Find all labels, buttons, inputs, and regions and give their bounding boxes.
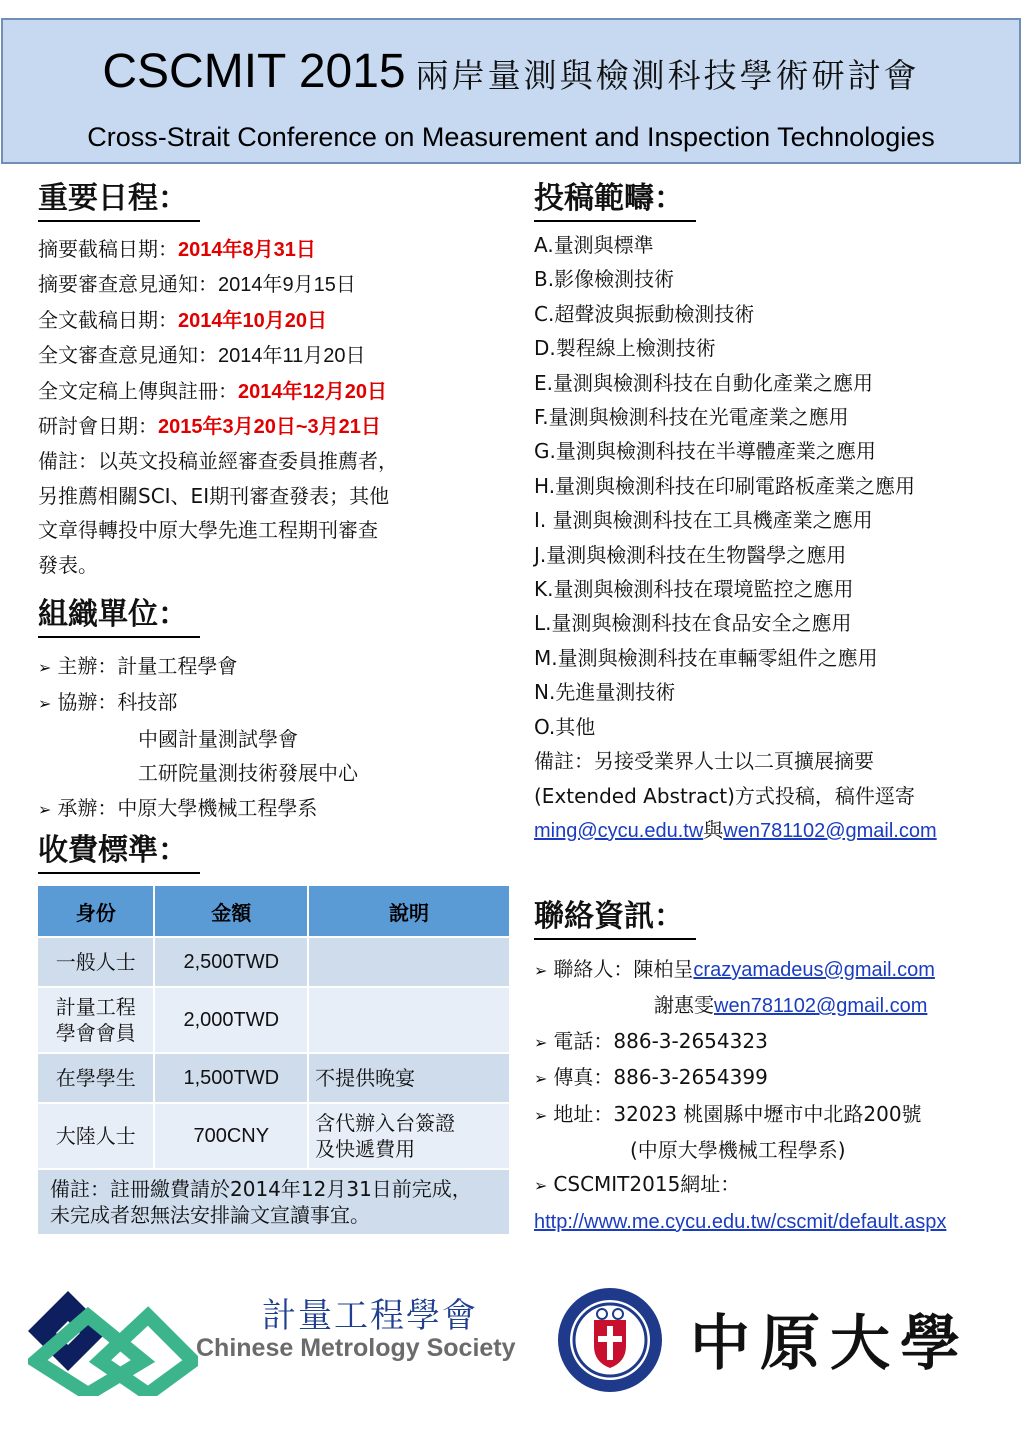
organizer-organizer: ➢ 承辦：中原大學機械工程學系 [38, 791, 358, 827]
topic-item: D.製程線上檢測技術 [534, 336, 716, 361]
schedule-item: 全文審查意見通知：2014年11月20日 [38, 343, 366, 368]
table-row [37, 987, 510, 1053]
table-cell: 1,500TWD [154, 1053, 308, 1103]
column-header: 金額 [154, 885, 308, 937]
topics-note-line: 備註：另接受業界人士以二頁擴展摘要 [534, 749, 874, 774]
topic-item: F.量測與檢測科技在光電產業之應用 [534, 405, 849, 430]
table-cell: 2,000TWD [154, 987, 308, 1053]
cycu-emblem-icon [556, 1286, 664, 1394]
schedule-list [38, 232, 398, 582]
schedule-heading: 重要日程： [38, 180, 200, 222]
table-cell: 含代辦入台簽證 及快遞費用 [308, 1103, 510, 1169]
contact-website [534, 1204, 946, 1239]
schedule-item: 研討會日期：2015年3月20日~3月21日 [38, 414, 381, 439]
contact-website-label: ➢ CSCMIT2015網址： [534, 1167, 946, 1203]
schedule-item: 全文截稿日期：2014年10月20日 [38, 307, 327, 332]
schedule-item: 摘要截稿日期：2014年8月31日 [38, 237, 316, 261]
table-cell: 700CNY [154, 1103, 308, 1169]
contact-address-2: (中原大學機械工程學系) [630, 1138, 846, 1163]
schedule-item: 摘要審查意見通知：2014年9月15日 [38, 272, 356, 297]
schedule-note-line: 發表。 [38, 552, 98, 577]
topics-note-line: (Extended Abstract)方式投稿，稿件逕寄 [534, 783, 915, 808]
university-name: 中原大學 [690, 1309, 970, 1379]
topics-list [534, 228, 937, 848]
organizers-heading: 組織單位： [38, 596, 200, 638]
topics-heading: 投稿範疇： [534, 180, 696, 222]
topic-item: K.量測與檢測科技在環境監控之應用 [534, 577, 854, 602]
website-link[interactable]: http://www.me.cycu.edu.tw/cscmit/default.aspx [534, 1210, 947, 1233]
table-note: 備註：註冊繳費請於2014年12月31日前完成， 未完成者恕無法安排論文宣讀事宜。 [37, 1169, 510, 1235]
email-link[interactable]: wen781102@gmail.com [714, 995, 928, 1018]
schedule-note-line: 另推薦相關SCI、EI期刊審查發表；其他 [38, 483, 390, 508]
title-en: CSCMIT 2015 [102, 45, 406, 98]
conference-subtitle: Cross-Strait Conference on Measurement and Inspection Technologies [87, 122, 935, 152]
table-header-row [37, 885, 510, 937]
topic-item: I. 量測與檢測科技在工具機產業之應用 [534, 508, 873, 533]
fee-table [36, 884, 511, 1236]
column-header: 身份 [37, 885, 154, 937]
email-link[interactable]: ming@cycu.edu.tw [534, 819, 704, 842]
schedule-note-line: 文章得轉投中原大學先進工程期刊審查 [38, 518, 378, 543]
schedule-item: 全文定稿上傳與註冊：2014年12月20日 [38, 378, 387, 403]
column-header: 說明 [308, 885, 510, 937]
email-link[interactable]: wen781102@gmail.com [723, 819, 937, 842]
table-cell: 2,500TWD [154, 937, 308, 987]
header-banner [1, 18, 1021, 164]
contact-phone: ➢ 電話：886-3-2654323 [534, 1024, 946, 1060]
table-cell: 計量工程 學會會員 [37, 987, 154, 1053]
topic-item: E.量測與檢測科技在自動化產業之應用 [534, 370, 873, 395]
table-cell [308, 987, 510, 1053]
table-row [37, 1053, 510, 1103]
topics-email-line: ming@cycu.edu.tw與wen781102@gmail.com [534, 817, 937, 842]
organizer-cohost-3: 工研院量測技術發展中心 [138, 761, 358, 786]
contact-heading: 聯絡資訊： [534, 898, 696, 940]
table-note-row [37, 1169, 510, 1235]
contact-address: ➢ 地址：32023 桃園縣中壢市中北路200號 [534, 1097, 946, 1133]
topic-item: N.先進量測技術 [534, 680, 676, 705]
organizer-cohost-2: 中國計量測試學會 [138, 726, 298, 751]
society-name-en: Chinese Metrology Society [196, 1334, 516, 1362]
topic-item: J.量測與檢測科技在生物醫學之應用 [534, 542, 847, 567]
fees-heading: 收費標準： [38, 832, 200, 874]
table-row [37, 1103, 510, 1169]
organizer-host: ➢ 主辦：計量工程學會 [38, 649, 358, 685]
contact-list [534, 952, 946, 1239]
topic-item: A.量測與標準 [534, 233, 654, 257]
topic-item: O.其他 [534, 714, 596, 739]
table-cell: 大陸人士 [37, 1103, 154, 1169]
email-link[interactable]: crazyamadeus@gmail.com [693, 959, 935, 981]
topic-item: G.量測與檢測科技在半導體產業之應用 [534, 439, 876, 464]
schedule-note-line: 備註：以英文投稿並經審查委員推薦者， [38, 449, 398, 474]
table-cell: 在學學生 [37, 1053, 154, 1103]
table-cell [308, 937, 510, 987]
title-zh: 兩岸量測與檢測科技學術研討會 [415, 56, 920, 95]
topic-item: B.影像檢測技術 [534, 267, 675, 292]
topic-item: M.量測與檢測科技在車輛零組件之應用 [534, 645, 878, 670]
organizer-cohost: ➢ 協辦：科技部 [38, 685, 358, 721]
contact-person-2: 謝惠雯wen781102@gmail.com [654, 993, 928, 1018]
organizers-list [38, 649, 358, 827]
table-cell: 一般人士 [37, 937, 154, 987]
topic-item: L.量測與檢測科技在食品安全之應用 [534, 611, 852, 636]
table-row [37, 937, 510, 987]
conference-title [3, 44, 1019, 99]
table-cell: 不提供晚宴 [308, 1053, 510, 1103]
contact-fax: ➢ 傳真：886-3-2654399 [534, 1060, 946, 1096]
society-name-zh: 計量工程學會 [262, 1296, 478, 1336]
topic-item: H.量測與檢測科技在印刷電路板產業之應用 [534, 473, 916, 498]
contact-person: ➢ 聯絡人：陳柏呈crazyamadeus@gmail.com [534, 952, 946, 988]
cms-logo-icon [28, 1286, 198, 1396]
topic-item: C.超聲波與振動檢測技術 [534, 301, 755, 326]
